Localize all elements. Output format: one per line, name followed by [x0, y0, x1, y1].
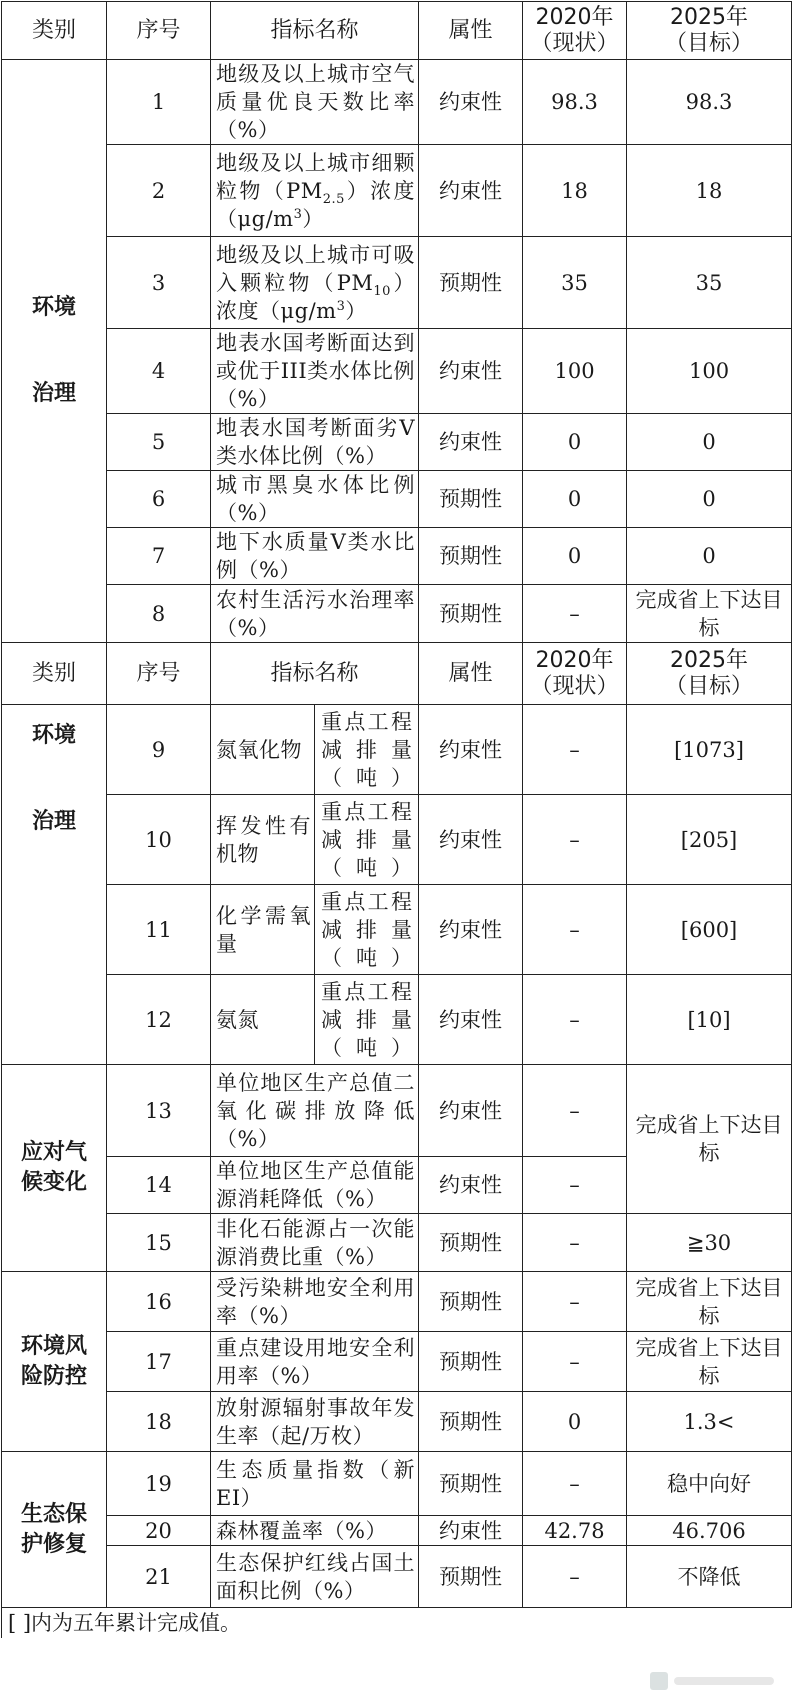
row-2025: [205] [627, 795, 792, 885]
row-2025: 完成省上下达目标 [627, 1272, 792, 1332]
row-name: 森林覆盖率（%） [211, 1516, 419, 1546]
category-risk: 环境风 险防控 [2, 1272, 107, 1452]
row-seq: 8 [107, 585, 211, 643]
category-climate: 应对气 候变化 [2, 1065, 107, 1272]
row-name: 非化石能源占一次能源消费比重（%） [211, 1214, 419, 1272]
row-2025: 0 [627, 414, 792, 471]
row-seq: 4 [107, 329, 211, 414]
row-seq: 6 [107, 471, 211, 528]
row-name: 生态质量指数（新EI） [211, 1452, 419, 1516]
row-seq: 19 [107, 1452, 211, 1516]
row-seq: 10 [107, 795, 211, 885]
table-header-row [2, 643, 792, 705]
row-name: 氮氧化物 [211, 705, 315, 795]
row-2020: – [523, 1214, 627, 1272]
table-row [2, 1065, 792, 1157]
indicator-table-page [1, 1, 791, 1638]
row-seq: 15 [107, 1214, 211, 1272]
header-category: 类别 [2, 2, 107, 60]
row-attr: 约束性 [419, 885, 523, 975]
indicator-table [1, 1, 792, 1638]
row-2025: 稳中向好 [627, 1452, 792, 1516]
row-2020: – [523, 705, 627, 795]
row-name: 单位地区生产总值二氧化碳排放降低（%） [211, 1065, 419, 1157]
header-2020: 2020年 （现状） [523, 643, 627, 705]
row-name: 放射源辐射事故年发生率（起/万枚） [211, 1392, 419, 1452]
row-2025: 完成省上下达目标 [627, 1065, 792, 1214]
row-2025: 35 [627, 237, 792, 329]
watermark-mark [650, 1672, 668, 1690]
row-attr: 约束性 [419, 1516, 523, 1546]
row-name: 挥发性有机物 [211, 795, 315, 885]
header-indicator: 指标名称 [211, 643, 419, 705]
row-2025: 不降低 [627, 1546, 792, 1608]
table-row [2, 1332, 792, 1392]
category-env: 环境 治理 [2, 60, 107, 643]
table-row [2, 1452, 792, 1516]
row-attr: 约束性 [419, 705, 523, 795]
header-indicator: 指标名称 [211, 2, 419, 60]
row-2020: 0 [523, 1392, 627, 1452]
row-2025: 18 [627, 145, 792, 237]
row-name: 城市黑臭水体比例（%） [211, 471, 419, 528]
row-attr: 预期性 [419, 1272, 523, 1332]
table-row [2, 145, 792, 237]
row-seq: 21 [107, 1546, 211, 1608]
row-attr: 约束性 [419, 795, 523, 885]
row-attr: 预期性 [419, 471, 523, 528]
row-attr: 约束性 [419, 414, 523, 471]
row-name: 地级及以上城市细颗粒物$(PM_{2.5})$浓度$(\mu g/m^3)$ [211, 145, 419, 237]
watermark-logo [650, 1668, 780, 1694]
row-sub-label: 重点工程减排量（吨） [315, 975, 419, 1065]
row-name: 化学需氧量 [211, 885, 315, 975]
row-name: 生态保护红线占国土面积比例（%） [211, 1546, 419, 1608]
row-attr: 预期性 [419, 1452, 523, 1516]
row-sub-label: 重点工程减排量（吨） [315, 795, 419, 885]
header-2025: 2025年 （目标） [627, 643, 792, 705]
category-eco: 生态保 护修复 [2, 1452, 107, 1608]
table-row [2, 705, 792, 795]
row-2020: – [523, 1065, 627, 1157]
row-2020: 0 [523, 414, 627, 471]
row-2025: [10] [627, 975, 792, 1065]
row-2020: 35 [523, 237, 627, 329]
table-row [2, 237, 792, 329]
row-2025: 完成省上下达目标 [627, 1332, 792, 1392]
table-row [2, 60, 792, 145]
row-2020: – [523, 585, 627, 643]
row-seq: 17 [107, 1332, 211, 1392]
row-2025: 98.3 [627, 60, 792, 145]
row-seq: 1 [107, 60, 211, 145]
row-2020: – [523, 885, 627, 975]
row-seq: 16 [107, 1272, 211, 1332]
row-attr: 预期性 [419, 237, 523, 329]
row-seq: 7 [107, 528, 211, 585]
table-row [2, 1392, 792, 1452]
row-attr: 预期性 [419, 1214, 523, 1272]
row-2025: 0 [627, 471, 792, 528]
row-sub-label: 重点工程减排量（吨） [315, 705, 419, 795]
table-row [2, 329, 792, 414]
row-2020: – [523, 1452, 627, 1516]
row-2025: 46.706 [627, 1516, 792, 1546]
row-2020: 0 [523, 528, 627, 585]
table-row [2, 414, 792, 471]
table-row [2, 471, 792, 528]
note-row [2, 1608, 792, 1638]
row-seq: 3 [107, 237, 211, 329]
table-row [2, 795, 792, 885]
row-2020: 98.3 [523, 60, 627, 145]
row-attr: 约束性 [419, 329, 523, 414]
row-2020: – [523, 975, 627, 1065]
header-2020: 2020年 （现状） [523, 2, 627, 60]
row-attr: 预期性 [419, 585, 523, 643]
row-2025: 100 [627, 329, 792, 414]
row-2020: 42.78 [523, 1516, 627, 1546]
row-2025: [1073] [627, 705, 792, 795]
row-2020: 100 [523, 329, 627, 414]
row-sub-label: 重点工程减排量（吨） [315, 885, 419, 975]
row-2020: 0 [523, 471, 627, 528]
table-row [2, 1546, 792, 1608]
row-2020: 18 [523, 145, 627, 237]
row-seq: 2 [107, 145, 211, 237]
row-attr: 预期性 [419, 528, 523, 585]
header-seq: 序号 [107, 643, 211, 705]
table-row [2, 975, 792, 1065]
row-attr: 约束性 [419, 1157, 523, 1214]
header-category: 类别 [2, 643, 107, 705]
table-row [2, 885, 792, 975]
row-2025: 0 [627, 528, 792, 585]
row-2020: – [523, 1272, 627, 1332]
row-2020: – [523, 1332, 627, 1392]
category-env-2: 环境 治理 [2, 705, 107, 1065]
row-name: 地下水质量V类水比例（%） [211, 528, 419, 585]
header-attribute: 属性 [419, 643, 523, 705]
row-attr: 约束性 [419, 1065, 523, 1157]
row-attr: 预期性 [419, 1546, 523, 1608]
row-name: 单位地区生产总值能源消耗降低（%） [211, 1157, 419, 1214]
table-row [2, 1214, 792, 1272]
row-name: 氨氮 [211, 975, 315, 1065]
row-seq: 5 [107, 414, 211, 471]
row-seq: 11 [107, 885, 211, 975]
row-2020: – [523, 795, 627, 885]
row-seq: 13 [107, 1065, 211, 1157]
row-2020: – [523, 1546, 627, 1608]
row-2025: [600] [627, 885, 792, 975]
header-2025: 2025年 （目标） [627, 2, 792, 60]
row-name: 重点建设用地安全利用率（%） [211, 1332, 419, 1392]
row-2025: ≧30 [627, 1214, 792, 1272]
row-name: 受污染耕地安全利用率（%） [211, 1272, 419, 1332]
table-row [2, 585, 792, 643]
row-seq: 9 [107, 705, 211, 795]
table-note: [ ]内为五年累计完成值。 [2, 1608, 792, 1638]
table-row [2, 1516, 792, 1546]
row-2020: – [523, 1157, 627, 1214]
row-seq: 18 [107, 1392, 211, 1452]
row-attr: 预期性 [419, 1332, 523, 1392]
row-attr: 约束性 [419, 60, 523, 145]
row-name: 地表水国考断面达到或优于III类水体比例（%） [211, 329, 419, 414]
row-2025: 1.3< [627, 1392, 792, 1452]
row-name: 地表水国考断面劣V类水体比例（%） [211, 414, 419, 471]
row-name: 地级及以上城市可吸入颗粒物$(PM_{10})$浓度$(\mu g/m^3)$ [211, 237, 419, 329]
row-name: 农村生活污水治理率（%） [211, 585, 419, 643]
row-seq: 20 [107, 1516, 211, 1546]
table-row [2, 1272, 792, 1332]
row-2025: 完成省上下达目标 [627, 585, 792, 643]
row-attr: 预期性 [419, 1392, 523, 1452]
header-attribute: 属性 [419, 2, 523, 60]
row-attr: 约束性 [419, 145, 523, 237]
row-attr: 约束性 [419, 975, 523, 1065]
watermark-text-shape [674, 1677, 774, 1685]
row-seq: 12 [107, 975, 211, 1065]
table-row [2, 528, 792, 585]
row-name: 地级及以上城市空气质量优良天数比率（%） [211, 60, 419, 145]
header-seq: 序号 [107, 2, 211, 60]
table-header-row [2, 2, 792, 60]
row-seq: 14 [107, 1157, 211, 1214]
